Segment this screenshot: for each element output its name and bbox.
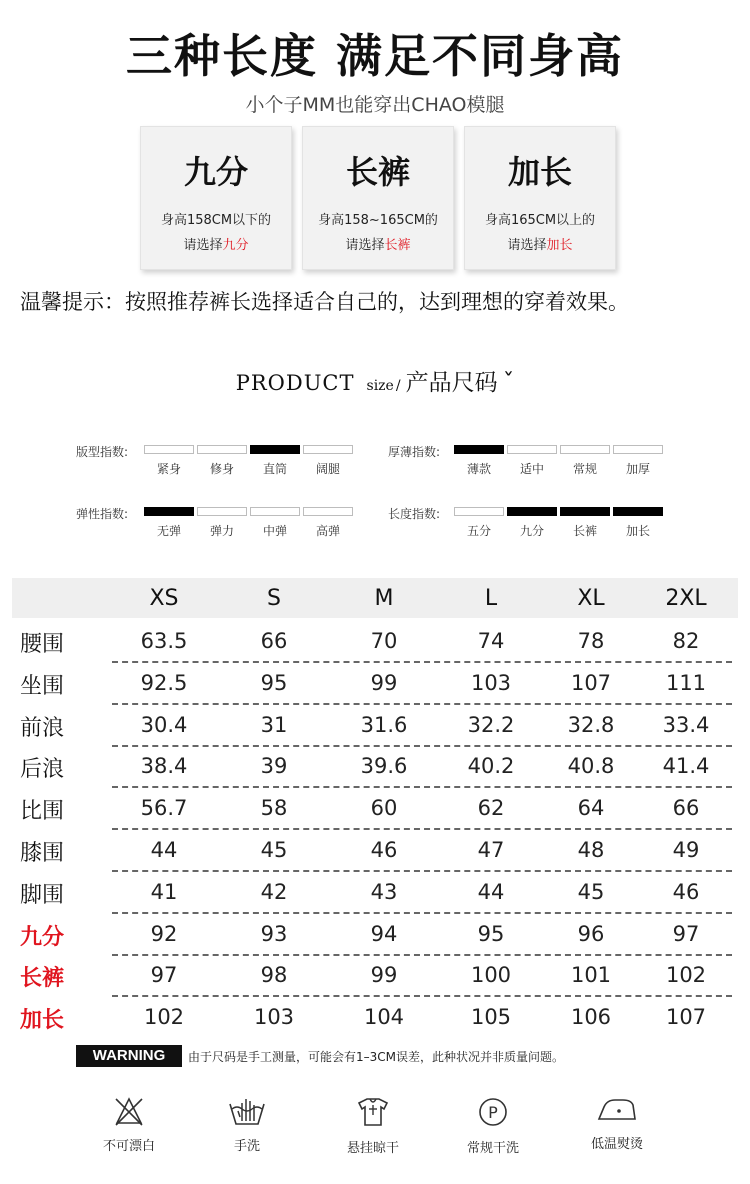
- index-option: 长裤: [572, 524, 597, 538]
- page-title: 三种长度 满足不同身高: [125, 29, 624, 83]
- length-card-recommend: [303, 234, 453, 253]
- index-option: 常规: [572, 462, 597, 476]
- size-cell: 95: [477, 921, 505, 946]
- care-hang-dry: [318, 1095, 428, 1156]
- dry-clean-icon: [476, 1095, 510, 1129]
- index-label: 长度指数:: [388, 507, 441, 521]
- index-option: 适中: [519, 462, 544, 476]
- size-cell: 98: [260, 963, 288, 988]
- size-cell: 39: [260, 754, 288, 779]
- size-cell: 95: [260, 670, 288, 695]
- size-cell: 93: [260, 921, 288, 946]
- size-cell: 70: [370, 629, 398, 653]
- recommend-highlight: 九分: [222, 238, 249, 253]
- size-cell: 92.5: [140, 670, 188, 695]
- size-cell: 63.5: [140, 629, 188, 653]
- row-divider: [112, 703, 732, 705]
- care-label: 常规干洗: [466, 1141, 519, 1156]
- size-row-label: 膝围: [20, 841, 65, 866]
- recommend-prefix: 请选择: [507, 238, 547, 253]
- size-cell: 45: [577, 879, 605, 904]
- tip-text: 温馨提示：按照推荐裤长选择适合自己的，达到理想的穿着效果。: [20, 290, 629, 314]
- row-divider: [112, 661, 732, 663]
- length-card-height: 身高158CM以下的: [160, 213, 272, 228]
- care-label: 悬挂晾干: [346, 1141, 399, 1156]
- product-title-en: PRODUCT: [235, 371, 355, 395]
- size-cell: 99: [370, 670, 398, 695]
- size-cell: 44: [477, 879, 505, 904]
- row-divider: [112, 995, 732, 997]
- length-card-height: 身高158~165CM的: [318, 213, 438, 228]
- size-row-label: 加长: [20, 1008, 65, 1034]
- size-row-label: 坐围: [20, 673, 65, 699]
- index-segment: [454, 507, 504, 516]
- recommend-highlight: 长裤: [384, 238, 411, 253]
- size-cell: 82: [672, 629, 700, 653]
- size-cell: 48: [577, 838, 605, 862]
- recommend-prefix: 请选择: [183, 238, 223, 253]
- size-cell: 56.7: [140, 796, 188, 821]
- size-cell: 41.4: [662, 754, 710, 779]
- size-cell: 31: [260, 712, 288, 737]
- index-option: 中弹: [262, 524, 287, 538]
- index-option: 五分: [466, 524, 491, 538]
- size-cell: 107: [570, 670, 612, 695]
- care-label: 低温熨烫: [590, 1137, 643, 1152]
- size-cell: 38.4: [140, 754, 188, 779]
- index-option: 阔腿: [315, 462, 340, 476]
- product-title-mark: ˇ: [502, 370, 515, 396]
- page-subtitle: 小个子MM也能穿出CHAO模腿: [245, 94, 505, 116]
- size-row-label: 后浪: [20, 757, 65, 783]
- product-title-size: size: [366, 378, 394, 394]
- row-divider: [112, 912, 732, 914]
- size-row-label: 腰围: [20, 632, 65, 657]
- size-cell: 97: [672, 921, 700, 946]
- size-row-label: 九分: [20, 924, 65, 950]
- size-cell: 42: [260, 879, 288, 904]
- size-cell: 74: [477, 629, 505, 653]
- no-bleach-icon: [111, 1095, 147, 1127]
- size-row-label: 前浪: [20, 715, 65, 741]
- size-cell: 43: [370, 879, 398, 904]
- index-segment: [144, 507, 194, 516]
- size-cell: 32.2: [467, 712, 515, 737]
- size-cell: 40.8: [567, 754, 615, 779]
- size-cell: 33.4: [662, 712, 710, 737]
- size-cell: 47: [477, 838, 505, 862]
- care-no-bleach: [74, 1095, 184, 1154]
- care-label: 手洗: [233, 1139, 260, 1154]
- index-segment: [613, 507, 663, 516]
- size-cell: 40.2: [467, 754, 515, 779]
- size-column-header: M: [374, 586, 394, 611]
- size-cell: 102: [665, 963, 707, 988]
- care-low-iron: [562, 1095, 672, 1152]
- index-segment: [454, 445, 504, 454]
- size-cell: 94: [370, 921, 398, 946]
- size-cell: 96: [577, 921, 605, 946]
- size-cell: 49: [672, 838, 700, 862]
- product-title-zh: 产品尺码: [405, 370, 498, 396]
- row-divider: [112, 828, 732, 830]
- size-column-header: L: [484, 586, 498, 611]
- length-card-jiufen: [140, 126, 292, 270]
- size-column-header: XL: [577, 586, 605, 611]
- index-option: 九分: [519, 524, 544, 538]
- size-cell: 78: [577, 629, 605, 653]
- index-option: 紧身: [156, 462, 181, 476]
- size-cell: 92: [150, 921, 178, 946]
- size-cell: 102: [143, 1005, 185, 1030]
- warning-badge: WARNING: [76, 1045, 182, 1067]
- index-segment: [303, 507, 353, 516]
- index-option: 高弹: [315, 524, 340, 538]
- length-card-name: 加长: [507, 153, 572, 191]
- index-segment: [613, 445, 663, 454]
- size-cell: 31.6: [360, 712, 408, 737]
- warning-text: 由于尺码是手工测量，可能会有1–3CM误差，此种状况并非质量问题。: [188, 1050, 565, 1064]
- length-card-changku: [302, 126, 454, 270]
- size-cell: 58: [260, 796, 288, 821]
- size-column-header: S: [267, 586, 281, 611]
- index-option: 加长: [625, 524, 650, 538]
- index-segment: [197, 507, 247, 516]
- hand-wash-icon: [227, 1095, 267, 1127]
- index-segment: [507, 507, 557, 516]
- index-segment: [197, 445, 247, 454]
- size-cell: 32.8: [567, 712, 615, 737]
- length-card-recommend: [141, 234, 291, 253]
- row-divider: [112, 954, 732, 956]
- index-segment: [250, 507, 300, 516]
- hang-dry-icon: [355, 1095, 391, 1129]
- index-option: 直筒: [262, 462, 287, 476]
- size-cell: 39.6: [360, 754, 408, 779]
- size-cell: 111: [665, 670, 707, 695]
- row-divider: [112, 745, 732, 747]
- length-card-jiachang: [464, 126, 616, 270]
- row-divider: [112, 870, 732, 872]
- size-row-label: 脚围: [20, 882, 65, 908]
- size-row-label: 长裤: [20, 966, 65, 992]
- index-segment: [250, 445, 300, 454]
- size-cell: 30.4: [140, 712, 188, 737]
- size-cell: 99: [370, 963, 398, 988]
- recommend-prefix: 请选择: [345, 238, 385, 253]
- low-iron-icon: [595, 1095, 639, 1125]
- size-cell: 103: [253, 1005, 295, 1030]
- length-card-height: 身高165CM以上的: [484, 213, 596, 228]
- care-dry-clean: [438, 1095, 548, 1156]
- index-option: 修身: [209, 462, 234, 476]
- size-cell: 107: [665, 1005, 707, 1030]
- size-cell: 101: [570, 963, 612, 988]
- size-cell: 46: [672, 879, 700, 904]
- size-cell: 100: [470, 963, 512, 988]
- size-cell: 45: [260, 838, 288, 862]
- care-hand-wash: [192, 1095, 302, 1154]
- size-column-header: 2XL: [665, 586, 707, 611]
- size-cell: 44: [150, 838, 178, 862]
- size-cell: 105: [470, 1005, 512, 1030]
- index-option: 弹力: [209, 524, 234, 538]
- index-segment: [144, 445, 194, 454]
- size-column-header: XS: [149, 586, 179, 611]
- product-size-title: [0, 364, 750, 397]
- dry-clean-glyph: P: [488, 1103, 498, 1122]
- size-cell: 97: [150, 963, 178, 988]
- size-cell: 104: [363, 1005, 405, 1030]
- care-label: 不可漂白: [102, 1139, 155, 1154]
- size-cell: 64: [577, 796, 605, 821]
- index-option: 加厚: [625, 462, 650, 476]
- size-cell: 62: [477, 796, 505, 821]
- length-card-name: 九分: [183, 153, 248, 191]
- index-label: 版型指数:: [76, 445, 129, 459]
- size-cell: 46: [370, 838, 398, 862]
- size-cell: 103: [470, 670, 512, 695]
- row-divider: [112, 786, 732, 788]
- size-cell: 41: [150, 879, 178, 904]
- size-cell: 106: [570, 1005, 612, 1030]
- product-title-slash: /: [395, 378, 401, 394]
- size-cell: 60: [370, 796, 398, 821]
- recommend-highlight: 加长: [546, 238, 573, 253]
- index-label: 弹性指数:: [76, 507, 129, 521]
- index-segment: [560, 507, 610, 516]
- length-card-recommend: [465, 234, 615, 253]
- index-label: 厚薄指数:: [388, 445, 441, 459]
- index-option: 薄款: [466, 462, 491, 476]
- size-cell: 66: [672, 796, 700, 821]
- index-segment: [507, 445, 557, 454]
- size-cell: 66: [260, 629, 288, 653]
- index-option: 无弹: [156, 524, 181, 538]
- length-card-name: 长裤: [345, 153, 410, 191]
- index-segment: [303, 445, 353, 454]
- index-segment: [560, 445, 610, 454]
- size-row-label: 比围: [20, 799, 65, 825]
